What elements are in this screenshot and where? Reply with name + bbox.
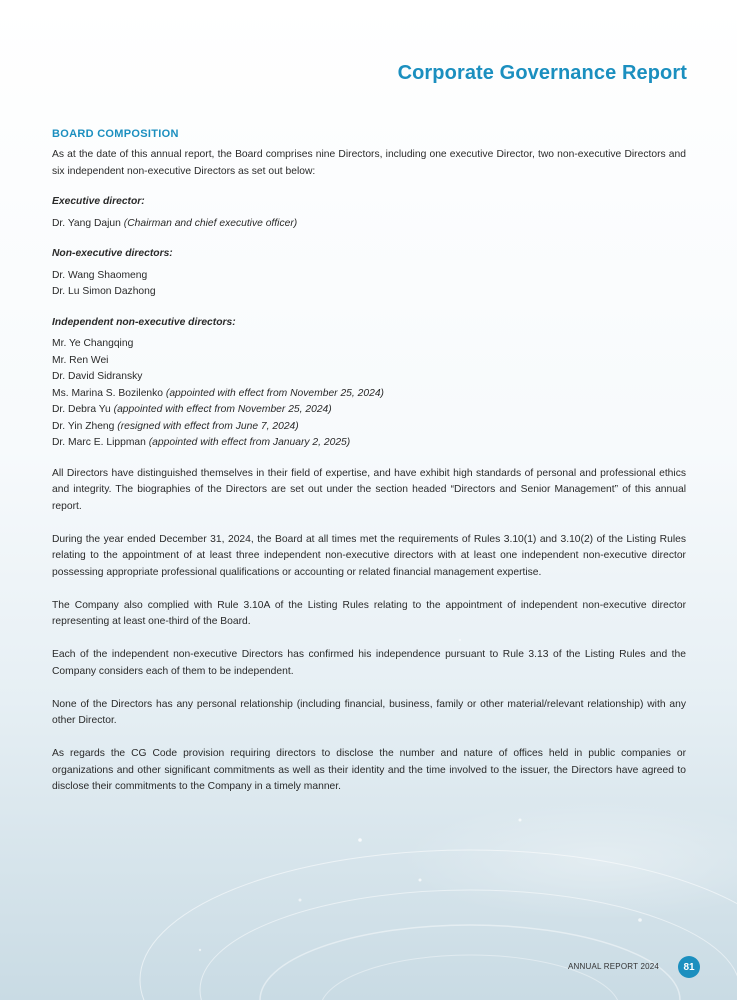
director-entry <box>52 369 686 386</box>
independent-heading: Independent non-executive directors: <box>52 316 236 328</box>
director-name: Mr. Ye Changqing <box>52 338 134 349</box>
director-entry <box>52 216 686 233</box>
body-paragraph: All Directors have distinguished themselves in their field of expertise, and have exhibit high standards of personal and professional ethics and integrity. The biographies of the Directors are set out under the section headed “Directors and Senior Management” of this annual report. <box>52 467 686 512</box>
main-content <box>52 128 686 812</box>
director-name: Dr. Marc E. Lippman <box>52 437 146 448</box>
director-entry <box>52 284 686 301</box>
section-heading: BOARD COMPOSITION <box>52 128 179 140</box>
director-note: (appointed with effect from January 2, 2025) <box>148 437 351 448</box>
director-name: Dr. David Sidransky <box>52 371 143 382</box>
body-paragraph: During the year ended December 31, 2024, the Board at all times met the requirements of Rules 3.10(1) and 3.10(2) of the Listing Rules relating to the appointment of at least three independent non-executive directors with at least one independent non-executive director possessing appropriate professional qualifications or accounting or related financial management expertise. <box>52 533 686 578</box>
body-paragraph: Each of the independent non-executive Directors has confirmed his independence pursuant to Rule 3.13 of the Listing Rules and the Company considers each of them to be independent. <box>52 649 686 677</box>
director-entry <box>52 419 686 436</box>
body-paragraph: The Company also complied with Rule 3.10A of the Listing Rules relating to the appointment of independent non-executive director representing at least one-third of the Board. <box>52 599 686 627</box>
director-name: Dr. Yang Dajun <box>52 217 121 229</box>
non-executive-heading: Non-executive directors: <box>52 248 173 259</box>
footer-label: ANNUAL REPORT 2024 <box>568 962 660 971</box>
page-title: Corporate Governance Report <box>397 62 687 84</box>
director-name: Dr. Wang Shaomeng <box>52 269 148 281</box>
intro-paragraph: As at the date of this annual report, the Board comprises nine Directors, including one executive Director, two non-executive Directors and six independent non-executive Directors as set out below: <box>52 149 686 177</box>
director-note: (appointed with effect from November 25, 2024) <box>113 404 332 415</box>
page-number-badge: 81 <box>678 956 700 978</box>
director-name: Dr. Debra Yu <box>52 404 111 415</box>
director-name: Dr. Lu Simon Dazhong <box>52 286 156 297</box>
director-entry <box>52 353 686 370</box>
director-entry <box>52 336 686 353</box>
director-entry <box>52 386 686 403</box>
executive-heading: Executive director: <box>52 196 145 207</box>
director-name: Dr. Yin Zheng <box>52 420 115 432</box>
director-note: (appointed with effect from November 25, 2024) <box>165 387 384 399</box>
director-entry <box>52 402 686 419</box>
body-paragraph: As regards the CG Code provision requiring directors to disclose the number and nature of offices held in public companies or organizations and other significant commitments as well as their identity and the time involved to the issuer, the Directors have agreed to disclose their commitments to the Company in a timely manner. <box>52 748 686 792</box>
director-name: Ms. Marina S. Bozilenko <box>52 387 164 399</box>
director-note: (Chairman and chief executive officer) <box>123 217 298 229</box>
body-paragraph: None of the Directors has any personal relationship (including financial, business, family or other material/relevant relationship) with any other Director. <box>52 698 686 726</box>
director-entry <box>52 435 686 452</box>
director-entry <box>52 268 686 285</box>
director-note: (resigned with effect from June 7, 2024) <box>117 420 299 432</box>
director-name: Mr. Ren Wei <box>52 354 109 366</box>
